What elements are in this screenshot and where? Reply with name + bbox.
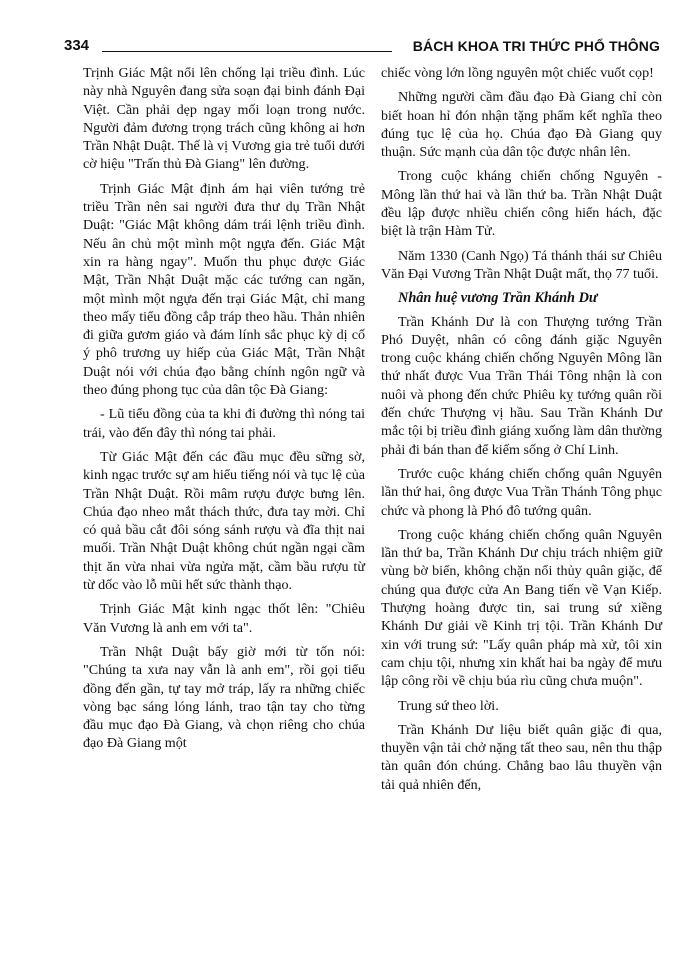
- header-rule: [102, 51, 392, 52]
- paragraph: Những người cầm đầu đạo Đà Giang chỉ còn biết hoan hỉ đón nhận tặng phẩm kết nghĩa theo đúng tục lệ của họ. Chúa đạo Đà Giang quy thuận. Sức mạnh của dân tộc được nhân lên.: [381, 89, 662, 161]
- paragraph: Trước cuộc kháng chiến chống quân Nguyên lần thứ hai, ông được Vua Trần Thánh Tông phục chức và phong là Phó đô tướng quân.: [381, 465, 662, 519]
- paragraph: Từ Giác Mật đến các đầu mục đều sững sờ, kinh ngạc trước sự am hiểu tiếng nói và tục lệ của Trần Nhật Duật. Rồi mâm rượu được bưng lên. Chúa đạo nheo mắt thách thức, đưa tay mời. Chỉ có quả bầu cắt đôi sóng sánh rượu và đĩa thịt nai muối. Trần Nhật Duật không chút ngần ngại cầm thịt ăn vừa nhai vừa ngửa mặt, cầm bầu rượu từ từ dốc vào lỗ mũi hết sức thành thạo.: [83, 448, 365, 594]
- running-title: BÁCH KHOA TRI THỨC PHỔ THÔNG: [412, 38, 660, 54]
- right-column: [381, 64, 662, 800]
- paragraph: Trần Khánh Dư liệu biết quân giặc đi qua, thuyền vận tải chở nặng tất theo sau, nên thu thập tàn quân đón chúng. Chẳng bao lâu thuyền vận tải quả nhiên đến,: [381, 721, 662, 793]
- continued-paragraph: chiếc vòng lớn lồng nguyên một chiếc vuốt cọp!: [381, 65, 654, 81]
- paragraph: Trịnh Giác Mật kinh ngạc thốt lên: "Chiêu Văn Vương là anh em với ta".: [83, 601, 365, 636]
- page-number: 334: [64, 37, 90, 54]
- paragraph: Trần Khánh Dư là con Thượng tướng Trần Phó Duyệt, nhân có công đánh giặc Nguyên trong cuộc kháng chiến chống Nguyên Mông lần thứ nhất được Vua Trần Thái Tông nhận là con nuôi và phong đến chức Phiêu kỵ tướng quân rồi đến chức Thượng vị hầu. Sau Trần Khánh Dư mắc tội bị triều đình giáng xuống làm dân thường phải đi bán than để kiếm sống ở Chí Linh.: [381, 313, 662, 458]
- left-column: [83, 64, 365, 759]
- paragraph: Trung sứ theo lời.: [398, 697, 499, 714]
- paragraph: Trong cuộc kháng chiến chống quân Nguyên lần thứ ba, Trần Khánh Dư chịu trách nhiệm giữ vùng bờ biển, không chặn nổi thủy quân giặc, để chúng qua được cửa An Bang tiến về Vạn Kiếp. Thượng hoàng được tin, sai trung sứ xiềng Khánh Dư giải về Kinh trị tội. Trần Khánh Dư xin với trung sứ: "Lấy quân pháp mà xử, tôi xin cam chịu tội, nhưng xin khất hai ba ngày để mưu lập công rồi về chịu búa rìu cũng chưa muộn".: [381, 526, 662, 690]
- paragraph: Trịnh Giác Mật nổi lên chống lại triều đình. Lúc này nhà Nguyên đang sửa soạn đại binh đánh Đại Việt. Cần phải dẹp ngay mối loạn trong nước. Người đảm đương trọng trách cũng không ai hơn Trần Nhật Duật. Thế là vị Vương gia trẻ tuổi dưới cờ hiệu "Trấn thủ Đà Giang" lên đường.: [83, 65, 365, 173]
- section-heading: Nhân huệ vương Trần Khánh Dư: [398, 290, 598, 307]
- dialogue-paragraph: - Lũ tiểu đồng của ta khi đi đường thì nóng tai trái, vào đến đây thì nóng tai phải.: [83, 406, 365, 441]
- page-header: [64, 36, 660, 56]
- paragraph: Trần Nhật Duật bấy giờ mới từ tốn nói: "Chúng ta xưa nay vẫn là anh em", rồi gọi tiểu đồng đến gần, tự tay mở tráp, lấy ra những chiếc vòng bạc sáng lóng lánh, trao tận tay cho từng đầu mục đạo Đà Giang, và chọn riêng cho chúa đạo Đà Giang một: [83, 643, 365, 752]
- paragraph: Năm 1330 (Canh Ngọ) Tá thánh thái sư Chiêu Văn Đại Vương Trần Nhật Duật mất, thọ 77 tuổi.: [381, 247, 662, 282]
- paragraph: Trong cuộc kháng chiến chống Nguyên - Mông lần thứ hai và lần thứ ba. Trần Nhật Duật đều lập được nhiều chiến công hiển hách, đặc biệt là trận Hàm Tử.: [381, 168, 662, 240]
- paragraph: Trịnh Giác Mật định ám hại viên tướng trẻ triều Trần nên sai người đưa thư dụ Trần Nhật Duật: "Giác Mật không dám trái lệnh triều đình. Nếu ân chủ một mình một ngựa đến. Giác Mật xin ra hàng ngay". Muốn thu phục được Giác Mật, Trần Nhật Duật mặc các tướng can ngăn, một mình một ngựa đến trại Giác Mật, chỉ mang theo mấy tiểu đồng cắp tráp theo hầu. Thản nhiên đi giữa gươm giáo và đám lính sắc phục kỳ dị cố ý phô trương uy hiếp của Giác Mật, Trần Nhật Duật nói với chúa đạo bằng chính ngôn ngữ và theo đúng phong tục của dân tộc Đà Giang:: [83, 180, 365, 399]
